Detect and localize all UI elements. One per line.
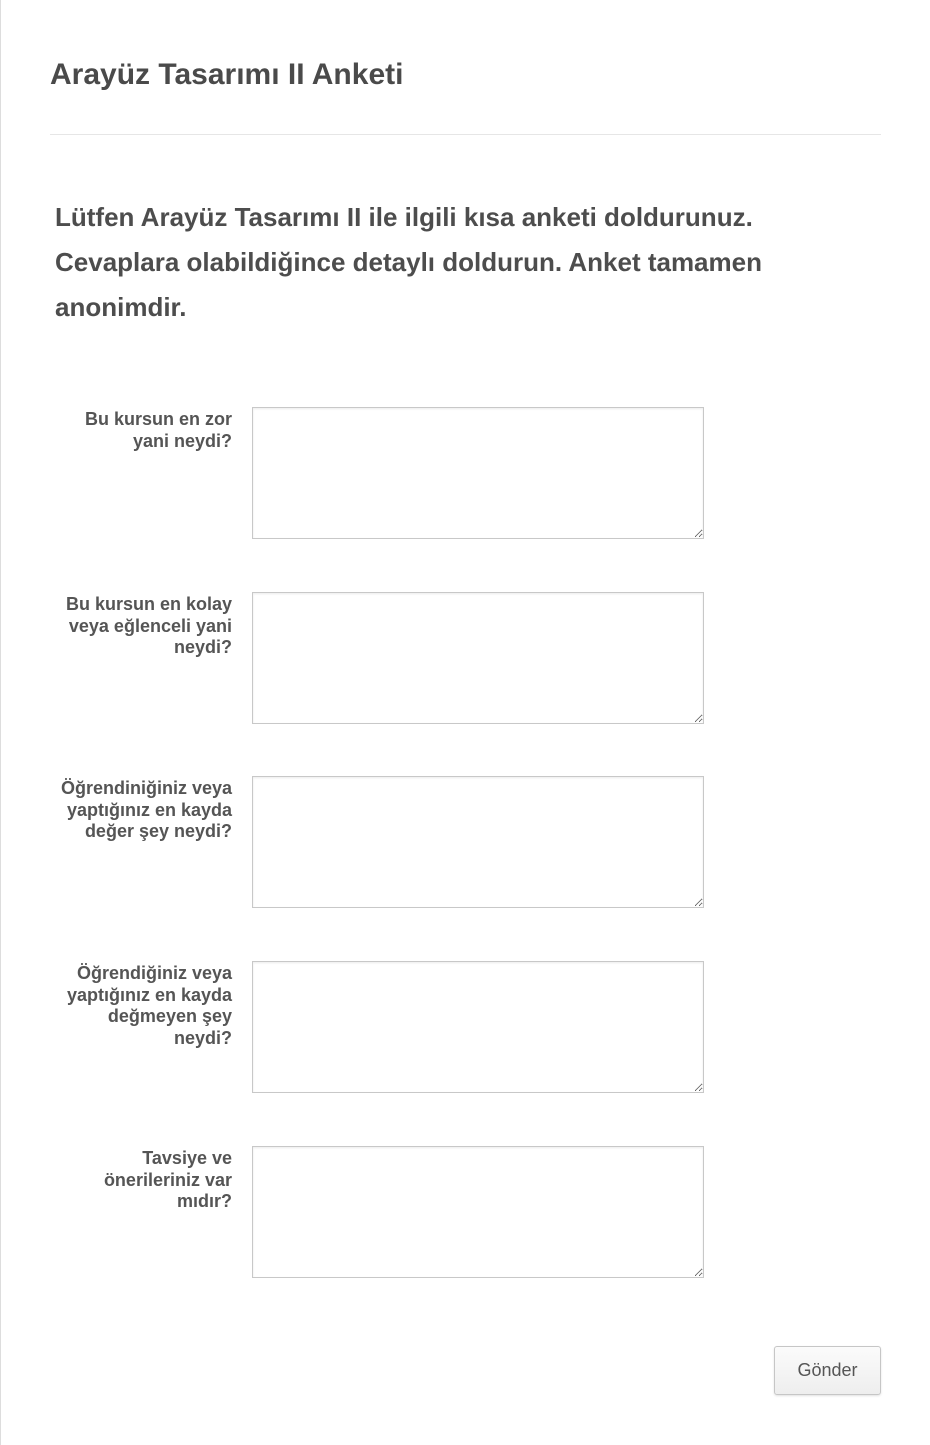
answer-textarea-suggestions[interactable] [252,1146,704,1278]
answer-textarea-easiest-part[interactable] [252,592,704,724]
question-label: Bu kursun en zor yani neydi? [84,409,232,451]
question-label: Tavsiye ve önerileriniz var mıdır? [103,1148,232,1211]
page-left-border [0,0,1,1445]
page-title: Arayüz Tasarımı II Anketi [50,58,404,91]
answer-textarea-most-notable[interactable] [252,776,704,908]
title-divider [50,134,881,135]
question-label: Öğrendiğiniz veya yaptığınız en kayda değmeyen şey neydi? [66,963,232,1048]
answer-textarea-least-notable[interactable] [252,961,704,1093]
question-label: Öğrendiniğiniz veya yaptığınız en kayda değer şey neydi? [60,778,232,841]
intro-text: Lütfen Arayüz Tasarımı II ile ilgili kısa anketi doldurunuz. Cevaplara olabildiğince detaylı doldurun. Anket tamamen anonimdir. [55,202,762,322]
question-label: Bu kursun en kolay veya eğlenceli yani neydi? [65,594,232,657]
answer-textarea-hardest-part[interactable] [252,407,704,539]
submit-button[interactable]: Gönder [774,1346,881,1395]
